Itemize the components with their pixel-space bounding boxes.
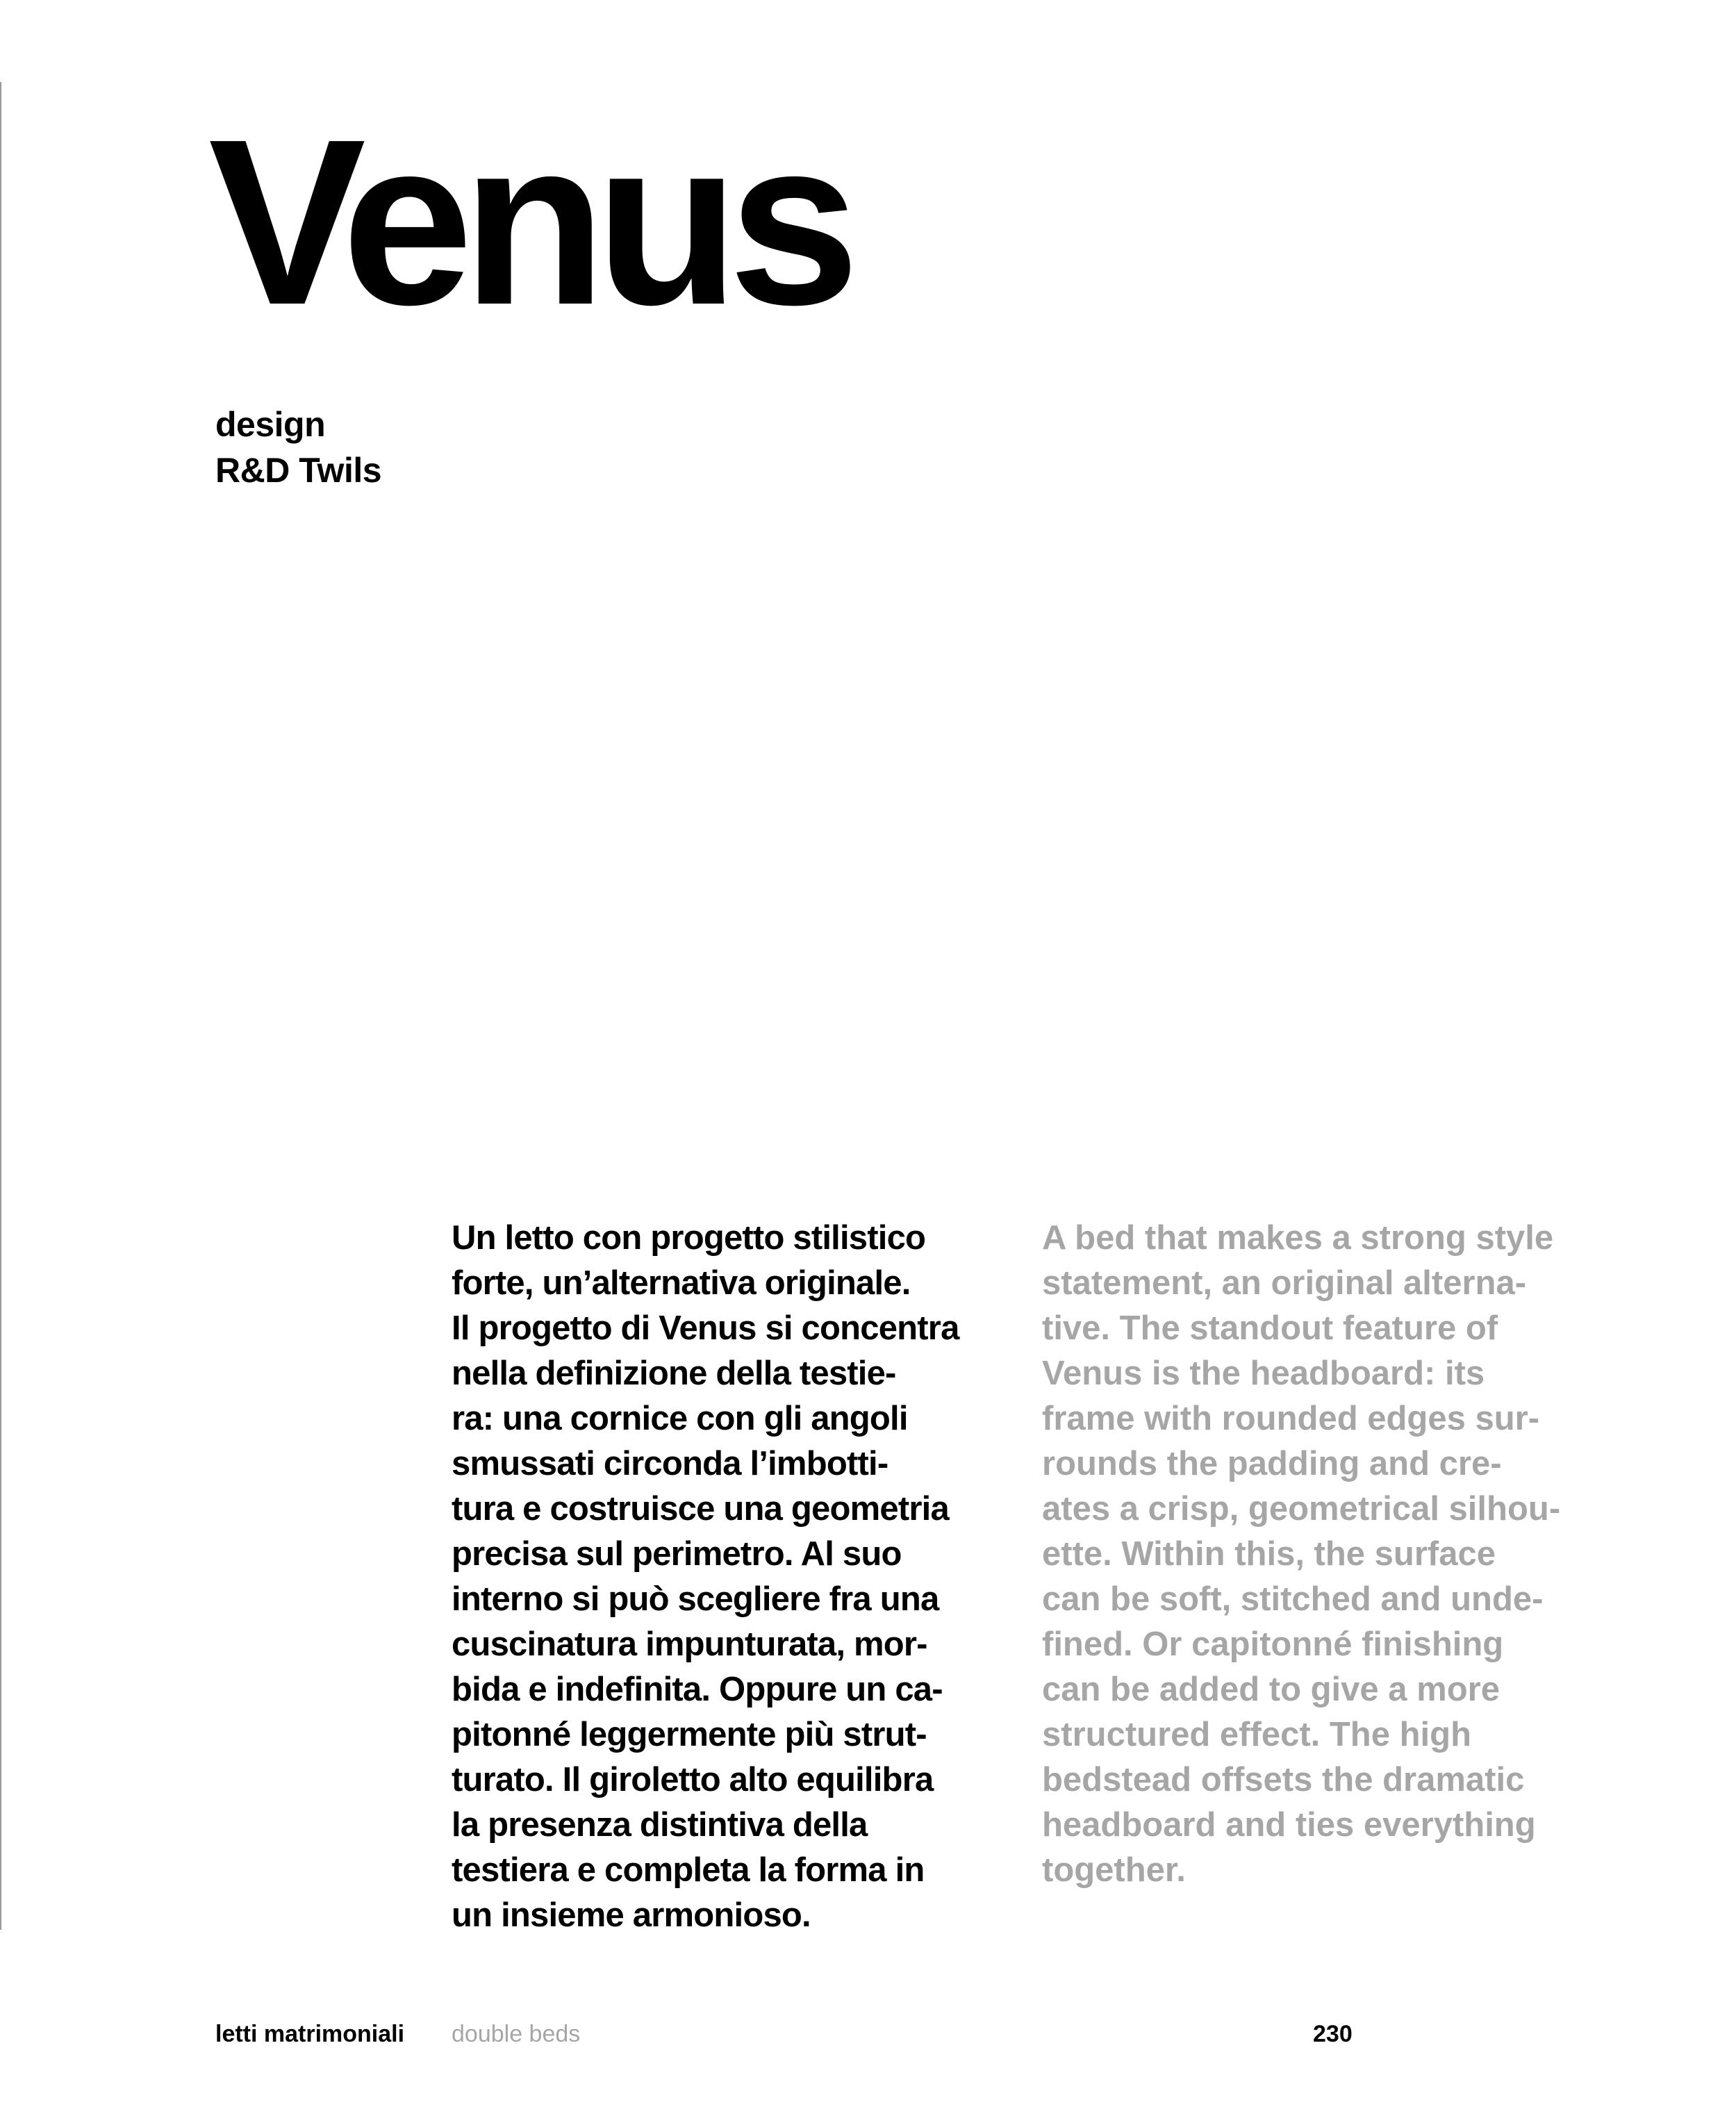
text-line: rounds the padding and cre- (1042, 1445, 1502, 1482)
design-credit (215, 402, 381, 493)
text-line: statement, an original alterna- (1042, 1264, 1527, 1302)
text-line: structured effect. The high (1042, 1716, 1472, 1753)
text-line: precisa sul perimetro. Al suo (452, 1535, 902, 1573)
text-line: la presenza distintiva della (452, 1806, 868, 1844)
text-line: headboard and ties everything (1042, 1806, 1536, 1844)
text-line: forte, un’alternativa originale. (452, 1264, 911, 1302)
text-line: tive. The standout feature of (1042, 1309, 1498, 1347)
text-line: interno si può scegliere fra una (452, 1580, 939, 1618)
text-line: ette. Within this, the surface (1042, 1535, 1496, 1573)
designer-name: R&D Twils (215, 451, 382, 490)
description-english (1042, 1216, 1612, 1893)
text-line: can be added to give a more (1042, 1671, 1500, 1708)
text-line: ra: una cornice con gli angoli (452, 1400, 908, 1437)
text-line: frame with rounded edges sur- (1042, 1400, 1540, 1437)
design-label: design (215, 405, 326, 444)
page-edge-line (0, 82, 1, 1930)
description-italian (452, 1216, 1021, 1938)
text-line: Il progetto di Venus si concentra (452, 1309, 959, 1347)
text-line: pitonné leggermente più strut- (452, 1716, 927, 1753)
text-line: fined. Or capitonné finishing (1042, 1626, 1504, 1663)
text-line: testiera e completa la forma in (452, 1851, 925, 1889)
text-line: A bed that makes a strong style (1042, 1219, 1554, 1257)
footer-category-english: double beds (452, 2021, 581, 2047)
page-number: 230 (1313, 2021, 1353, 2047)
text-line: cuscinatura impunturata, mor- (452, 1626, 927, 1663)
text-line: bida e indefinita. Oppure un ca- (452, 1671, 943, 1708)
text-line: tura e costruisce una geometria (452, 1490, 949, 1528)
text-line: smussati circonda l’imbotti- (452, 1445, 888, 1482)
text-line: Un letto con progetto stilistico (452, 1219, 926, 1257)
text-line: nella definizione della testie- (452, 1355, 896, 1392)
text-line: Venus is the headboard: its (1042, 1355, 1485, 1392)
text-line: turato. Il giroletto alto equilibra (452, 1761, 934, 1799)
page-title: Venus (208, 90, 849, 354)
text-line: un insieme armonioso. (452, 1896, 811, 1934)
text-line: ates a crisp, geometrical silhou- (1042, 1490, 1561, 1528)
text-line: bedstead offsets the dramatic (1042, 1761, 1525, 1799)
text-line: can be soft, stitched and unde- (1042, 1580, 1544, 1618)
footer-category-italian: letti matrimoniali (215, 2021, 405, 2047)
text-line: together. (1042, 1851, 1186, 1889)
